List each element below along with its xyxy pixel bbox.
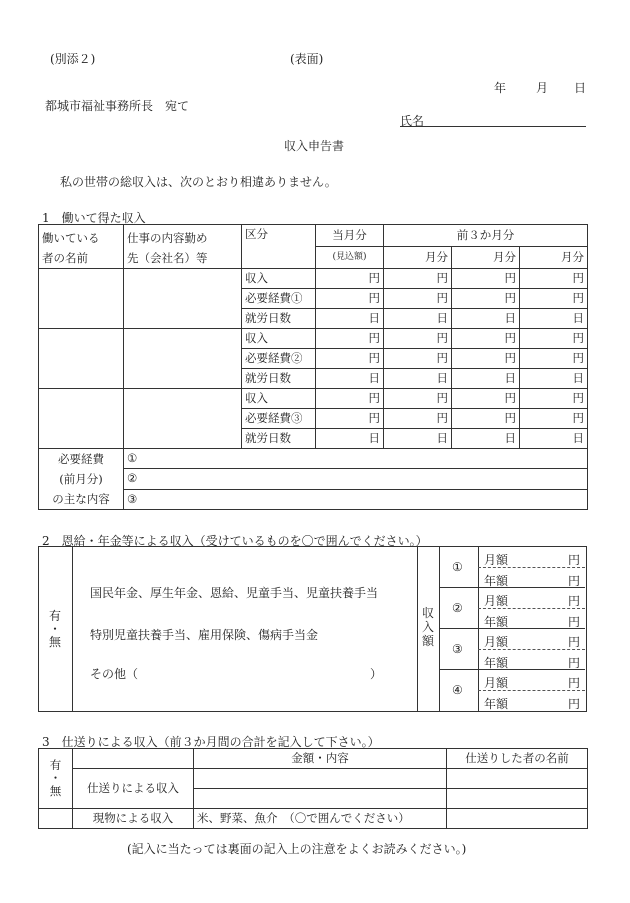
amount-cell[interactable]: 円: [520, 349, 588, 369]
row-label: 必要経費③: [242, 409, 316, 429]
yen-unit[interactable]: 円: [568, 553, 581, 567]
monthly-label: 月額: [484, 676, 509, 690]
days-cell[interactable]: 日: [452, 369, 520, 389]
head-amount: 金額・内容: [194, 749, 447, 769]
row-label: 収入: [242, 269, 316, 289]
yen-unit[interactable]: 円: [568, 574, 581, 588]
amount-cell[interactable]: 円: [520, 329, 588, 349]
yearly-label: 年額: [484, 656, 509, 670]
amount-cell[interactable]: 円: [316, 389, 384, 409]
goods-content[interactable]: 米、野菜、魚介 （〇で囲んでください）: [194, 809, 447, 829]
month-label: 月分: [384, 247, 452, 269]
recipient: 都城市福祉事務所長 宛て: [45, 99, 190, 113]
divider: [478, 546, 479, 712]
days-cell[interactable]: 日: [520, 369, 588, 389]
amount-cell[interactable]: 円: [384, 389, 452, 409]
amount-cell[interactable]: 円: [316, 289, 384, 309]
head-kubun: 区分: [242, 225, 316, 269]
amount-cell[interactable]: 円: [384, 269, 452, 289]
statement: 私の世帯の総収入は、次のとおり相違ありません。: [60, 175, 337, 189]
workplace-cell[interactable]: [124, 329, 242, 389]
head-job: 仕事の内容勤め 先（会社名）等: [124, 225, 242, 269]
yen-unit[interactable]: 円: [568, 656, 581, 670]
row-label: 必要経費②: [242, 349, 316, 369]
row-label: 必要経費①: [242, 289, 316, 309]
amount-cell[interactable]: 円: [452, 409, 520, 429]
head-prev: 前３か月分: [384, 225, 588, 247]
attachment-label: (別添２): [50, 52, 96, 66]
item-mark[interactable]: ③: [452, 642, 463, 656]
row-label: 収入: [242, 329, 316, 349]
days-cell[interactable]: 日: [384, 309, 452, 329]
amount-cell[interactable]: 円: [520, 269, 588, 289]
earned-income-table: [38, 224, 588, 510]
yen-unit[interactable]: 円: [568, 594, 581, 608]
amount-cell[interactable]: 円: [520, 409, 588, 429]
head-sender: 仕送りした者の名前: [447, 749, 588, 769]
yen-unit[interactable]: 円: [568, 615, 581, 629]
item-mark[interactable]: ②: [452, 601, 463, 615]
amount-cell[interactable]: 円: [452, 269, 520, 289]
yen-unit[interactable]: 円: [568, 697, 581, 711]
monthly-label: 月額: [484, 594, 509, 608]
row-label: 就労日数: [242, 369, 316, 389]
days-cell[interactable]: 日: [384, 369, 452, 389]
amount-cell[interactable]: 円: [384, 329, 452, 349]
row-goods: 現物による収入: [73, 809, 194, 829]
section1-title: 1 働いて得た収入: [42, 211, 146, 225]
divider: [417, 546, 418, 712]
workplace-cell[interactable]: [124, 389, 242, 449]
money-amount-cell[interactable]: [194, 789, 447, 809]
amount-cell[interactable]: 円: [316, 329, 384, 349]
days-cell[interactable]: 日: [520, 429, 588, 449]
divider: [439, 669, 585, 670]
section2-title: 2 恩給・年金等による収入（受けているものを〇で囲んでください。）: [42, 534, 428, 548]
amount-cell[interactable]: 円: [316, 269, 384, 289]
money-sender-cell[interactable]: [447, 789, 588, 809]
expense-label: 必要経費 (前月分) の主な内容: [39, 449, 124, 510]
item-mark[interactable]: ①: [452, 560, 463, 574]
amount-cell[interactable]: 円: [316, 349, 384, 369]
amount-cell[interactable]: 円: [384, 349, 452, 369]
name-label: 氏名: [400, 114, 425, 128]
footer-note: (記入に当たっては裏面の記入上の注意をよくお読みください。): [127, 842, 467, 856]
money-amount-cell[interactable]: [194, 769, 447, 789]
amount-cell[interactable]: 円: [384, 289, 452, 309]
pension-other-close: ）: [370, 667, 383, 681]
divider: [439, 628, 585, 629]
form-title: 収入申告書: [284, 139, 345, 153]
days-cell[interactable]: 日: [452, 309, 520, 329]
row-label: 収入: [242, 389, 316, 409]
name-underline[interactable]: [400, 126, 586, 127]
blank-cell: [39, 809, 73, 829]
amount-cell[interactable]: 円: [384, 409, 452, 429]
expense-line-2[interactable]: ②: [124, 469, 588, 489]
worker-name-cell[interactable]: [39, 329, 124, 389]
amount-cell[interactable]: 円: [452, 289, 520, 309]
remittance-table: [38, 748, 588, 829]
yearly-label: 年額: [484, 574, 509, 588]
days-cell[interactable]: 日: [452, 429, 520, 449]
section3-title: 3 仕送りによる収入（前３か月間の合計を記入して下さい。）: [42, 735, 380, 749]
head-current: 当月分: [316, 225, 384, 247]
goods-sender-cell[interactable]: [447, 809, 588, 829]
divider: [72, 546, 73, 712]
row-label: 就労日数: [242, 429, 316, 449]
amount-cell[interactable]: 円: [452, 349, 520, 369]
row-money: 仕送りによる収入: [73, 769, 194, 809]
date-year-label: 年: [494, 81, 507, 95]
workplace-cell[interactable]: [124, 269, 242, 329]
expense-line-1[interactable]: ①: [124, 449, 588, 469]
side-label: (表面): [290, 52, 324, 66]
amount-cell[interactable]: 円: [520, 389, 588, 409]
yen-unit[interactable]: 円: [568, 635, 581, 649]
head-current-sub: (見込額): [316, 247, 384, 269]
umu-mark[interactable]: 有 ・ 無: [39, 749, 73, 809]
worker-name-cell[interactable]: [39, 389, 124, 449]
pension-types-line2[interactable]: 特別児童扶養手当、雇用保険、傷病手当金: [90, 628, 319, 642]
pension-other[interactable]: その他（: [90, 667, 139, 681]
amount-cell[interactable]: 円: [452, 389, 520, 409]
month-label: 月分: [520, 247, 588, 269]
blank-head: [73, 749, 194, 769]
money-sender-cell[interactable]: [447, 769, 588, 789]
date-month-label: 月: [536, 81, 549, 95]
item-mark[interactable]: ④: [452, 683, 463, 697]
days-cell[interactable]: 日: [520, 309, 588, 329]
amount-cell[interactable]: 円: [520, 289, 588, 309]
yearly-label: 年額: [484, 697, 509, 711]
days-cell[interactable]: 日: [316, 429, 384, 449]
days-cell[interactable]: 日: [384, 429, 452, 449]
income-amount-label: 収 入 額: [421, 606, 434, 648]
amount-cell[interactable]: 円: [316, 409, 384, 429]
row-label: 就労日数: [242, 309, 316, 329]
pension-types-line1[interactable]: 国民年金、厚生年金、恩給、児童手当、児童扶養手当: [90, 586, 379, 600]
amount-cell[interactable]: 円: [452, 329, 520, 349]
divider: [439, 546, 440, 712]
days-cell[interactable]: 日: [316, 309, 384, 329]
monthly-label: 月額: [484, 553, 509, 567]
days-cell[interactable]: 日: [316, 369, 384, 389]
worker-name-cell[interactable]: [39, 269, 124, 329]
divider: [439, 587, 585, 588]
month-label: 月分: [452, 247, 520, 269]
yearly-label: 年額: [484, 615, 509, 629]
expense-line-3[interactable]: ③: [124, 489, 588, 509]
yen-unit[interactable]: 円: [568, 676, 581, 690]
date-day-label: 日: [574, 81, 587, 95]
umu-mark[interactable]: 有 ・ 無: [48, 609, 61, 649]
monthly-label: 月額: [484, 635, 509, 649]
head-name: 働いている 者の名前: [39, 225, 124, 269]
